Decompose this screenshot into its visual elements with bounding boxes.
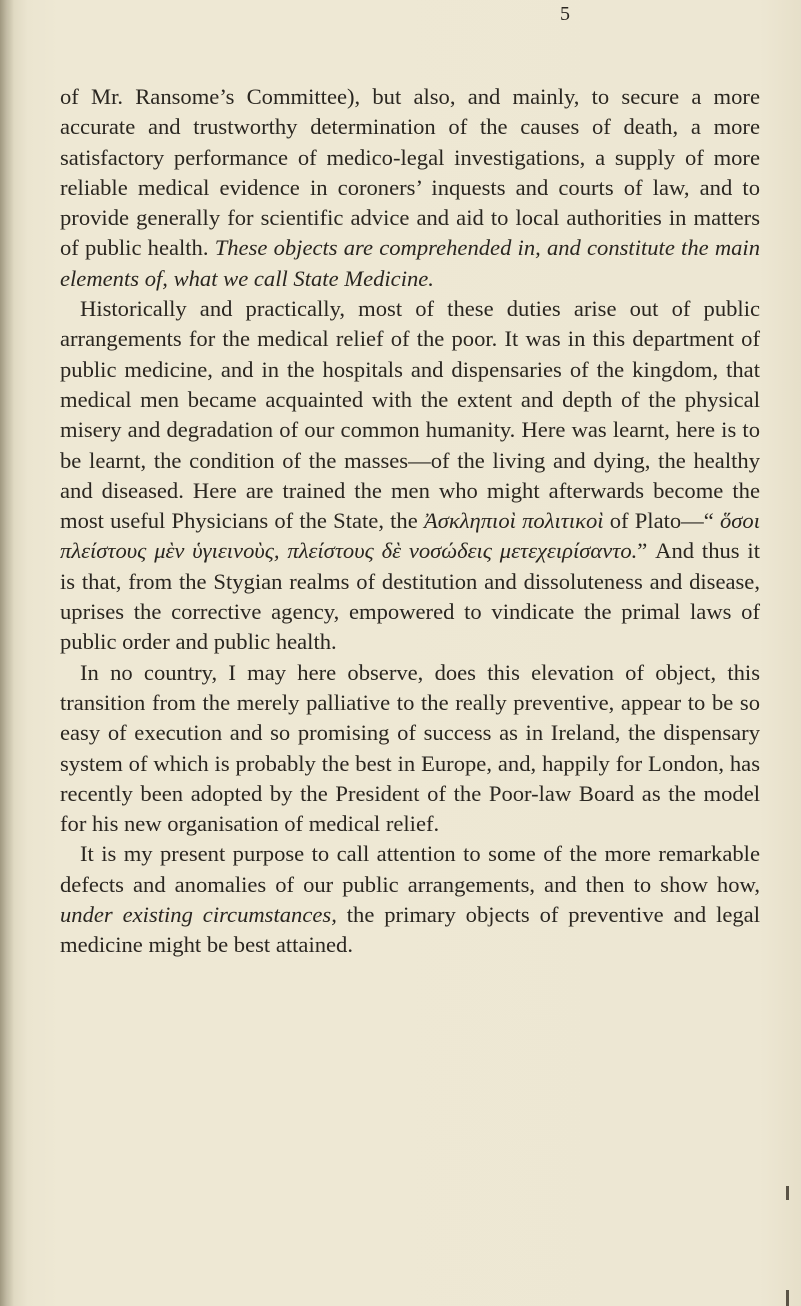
paragraph-3 <box>60 658 760 840</box>
binding-shadow <box>0 0 14 1306</box>
edge-mark <box>786 1290 789 1306</box>
italic-text-run: These objects are comprehended in, and constitute the main elements of, what we call State Medicine. <box>60 235 761 291</box>
text-run: It is my present purpose to call attention to some of the more remarkable defects and anomalies of our public arrangements, and then to show how, <box>60 841 760 897</box>
paragraph-1 <box>60 82 760 294</box>
paragraph-4 <box>60 839 760 960</box>
text-run: ” And thus it is that, from the Stygian realms of destitution and dissoluteness and disease, uprises the corrective agency, empowered to vindicate the primal laws of public order and public health. <box>60 538 760 655</box>
italic-text-run: under existing circumstances, <box>60 902 337 928</box>
page-number: 5 <box>560 3 570 25</box>
text-run: Historically and practically, most of these duties arise out of public arrangements for the medical relief of the poor. It was in this department of public medicine, and in the hospitals and dispensaries of the kingdom, that medical men became acquainted with the extent and depth of the physical misery and degradation of our common humanity. Here was learnt, here is to be learnt, the condition of the masses—of the living and dying, the healthy and diseased. Here are trained the men who might afterwards become the most useful Physicians of the State, the <box>60 296 760 534</box>
text-run: of Mr. Ransome’s Committee), but also, and mainly, to secure a more accurate and trustworthy determination of the causes of death, a more satisfactory performance of medico-legal investigations, a supply of more reliable medical evidence in coroners’ inquests and courts of law, and to provide generally for scientific advice and aid to local authorities in matters of public health. <box>60 84 760 261</box>
text-run: the primary objects of preventive and legal medicine might be best attained. <box>60 902 760 958</box>
edge-mark <box>786 1186 789 1200</box>
greek-quotation: ὅσοι πλείστους μὲν ὑγιεινοὺς, πλείστους δὲ νοσώδεις μετεχειρίσαντο. <box>60 508 760 564</box>
body-text <box>60 82 760 961</box>
text-run: of Plato—“ <box>603 508 720 534</box>
text-run: In no country, I may here observe, does this elevation of object, this transition from the merely palliative to the really preventive, appear to be so easy of execution and so promising of success as in Ireland, the dispensary system of which is probably the best in Europe, and, happily for London, has recently been adopted by the President of the Poor-law Board as the model for his new organisation of medical relief. <box>60 659 760 837</box>
greek-phrase: Ἀσκληπιοὶ πολιτικοὶ <box>423 508 604 534</box>
paragraph-2 <box>60 294 760 658</box>
